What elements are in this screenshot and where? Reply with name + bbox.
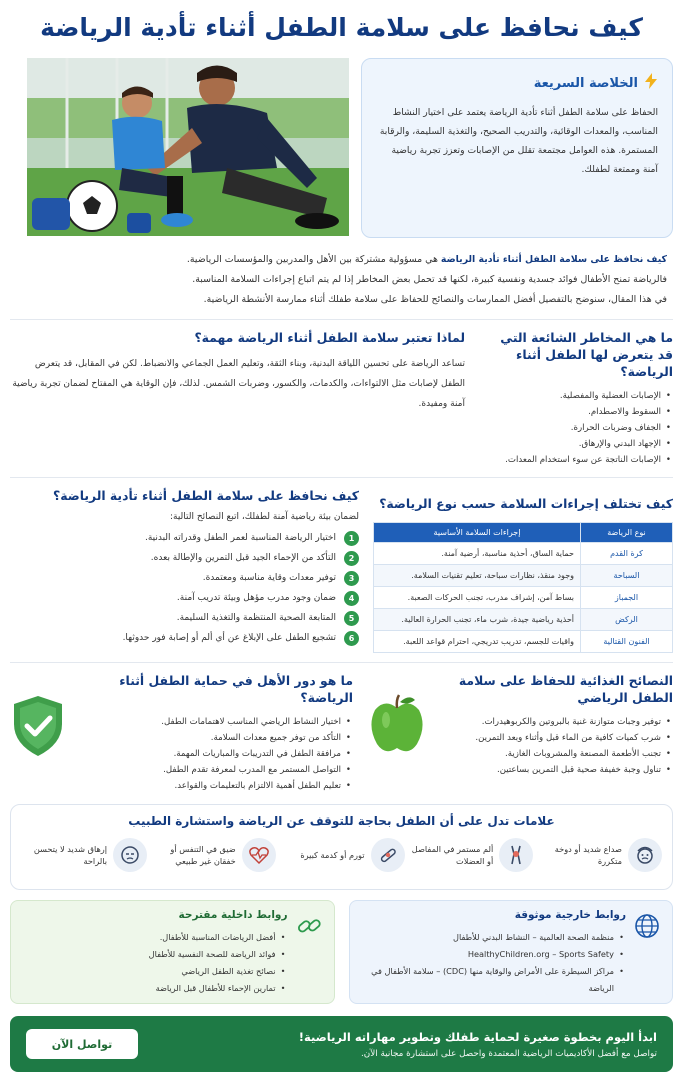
intro-line2: فالرياضة تمنح الأطفال فوائد جسدية ونفسية كبيرة، لكنها قد تحمل بعض المخاطر إذا لم يتم اتباع إجراءات السلامة المناسبة. <box>192 274 667 285</box>
joint-pain-icon <box>499 838 533 872</box>
tip-text: اختيار الرياضة المناسبة لعمر الطفل وقدراته البدنية. <box>144 533 336 543</box>
risks-list <box>483 388 673 468</box>
tip-item <box>10 568 359 588</box>
parents-list <box>74 714 353 794</box>
nutrition-list <box>435 714 673 778</box>
apple-icon <box>369 694 425 794</box>
intro-line3: في هذا المقال، سنوضح بالتفصيل أفضل الممارسات والنصائح للحفاظ على سلامة طفلك أثناء ممارسة الأنشطة الرياضية. <box>203 294 667 305</box>
column-header-sport: نوع الرياضة <box>581 523 673 543</box>
summary-heading-text: الخلاصة السريعة <box>533 75 638 91</box>
list-item: • اختيار النشاط الرياضي المناسب لاهتمامات الطفل. <box>74 714 353 730</box>
tip-item <box>10 628 359 648</box>
measures-table <box>373 522 673 653</box>
list-item: • تعليم الطفل أهمية الالتزام بالتعليمات والقواعد. <box>74 778 353 794</box>
sign-text: ألم مستمر في المفاصل أو العضلات <box>411 844 494 866</box>
intro-bold: كيف نحافظ على سلامة الطفل أثناء تأدية الرياضة <box>440 254 667 265</box>
external-link[interactable]: • مراكز السيطرة على الأمراض والوقاية منها (CDC) – سلامة الأطفال في الرياضة <box>362 963 627 997</box>
tip-item <box>10 528 359 548</box>
parents-heading: ما هو دور الأهل في حماية الطفل أثناء الرياضة؟ <box>119 673 353 705</box>
measures-cell: أحذية رياضية جيدة، شرب ماء، تجنب الحرارة العالية. <box>374 609 581 631</box>
nutrition-heading: النصائح الغذائية للحفاظ على سلامة الطفل الرياضي <box>458 673 673 705</box>
table-row <box>374 565 673 587</box>
sign-text: ضيق في التنفس أو خفقان غير طبيعي <box>170 844 236 866</box>
sign-item <box>150 838 276 872</box>
sign-item <box>21 838 147 872</box>
external-links-list <box>362 929 627 997</box>
table-row <box>374 609 673 631</box>
sport-cell: السباحة <box>581 565 673 587</box>
heartbeat-icon <box>242 838 276 872</box>
risks-section <box>483 329 673 468</box>
tips-measures-row <box>10 487 673 653</box>
internal-links-heading: روابط داخلية مقترحة <box>178 909 288 921</box>
link-chain-icon <box>296 913 322 939</box>
intro-paragraph <box>10 250 673 310</box>
tips-section <box>10 487 359 653</box>
tip-text: توفير معدات وقاية مناسبة ومعتمدة. <box>202 573 336 583</box>
bruise-icon <box>371 838 405 872</box>
step-number: 5 <box>344 611 359 626</box>
internal-link[interactable]: • نصائح تغذية الطفل الرياضي <box>149 963 288 980</box>
parents-section <box>10 672 353 794</box>
tip-text: المتابعة الصحية المنتظمة والتغذية السليمة. <box>176 613 336 623</box>
measures-cell: بساط آمن، إشراف مدرب، تجنب الحركات الصعبة. <box>374 587 581 609</box>
list-item: • شرب كميات كافية من الماء قبل وأثناء وبعد التمرين. <box>435 730 673 746</box>
external-links-heading: روابط خارجية موثوقة <box>514 909 626 921</box>
sign-text: تورم أو كدمة كبيرة <box>300 850 365 860</box>
links-row <box>10 900 673 1004</box>
list-item: • السقوط والاصطدام. <box>483 404 673 420</box>
measures-section <box>373 487 673 653</box>
measures-cell: حماية الساق، أحذية مناسبة، أرضية آمنة. <box>374 543 581 565</box>
nutrition-section <box>369 672 673 794</box>
measures-cell: واقيات للجسم، تدريب تدريجي، احترام قواعد اللعبة. <box>374 631 581 653</box>
list-item: • تجنب الأطعمة المصنعة والمشروبات الغازية. <box>435 746 673 762</box>
measures-cell: وجود منقذ، نظارات سباحة، تعليم تقنيات السلامة. <box>374 565 581 587</box>
tips-lead: لضمان بيئة رياضية آمنة لطفلك، اتبع النصائح التالية: <box>169 512 359 522</box>
step-number: 2 <box>344 551 359 566</box>
tip-text: ضمان وجود مدرب مؤهل وبيئة تدريب آمنة. <box>176 593 336 603</box>
list-item: • الإجهاد البدني والإرهاق. <box>483 436 673 452</box>
sign-text: إرهاق شديد لا يتحسن بالراحة <box>33 844 107 866</box>
step-number: 3 <box>344 571 359 586</box>
external-link[interactable]: • منظمة الصحة العالمية – النشاط البدني للأطفال <box>362 929 627 946</box>
warning-signs-box <box>10 804 673 890</box>
measures-heading: كيف تختلف إجراءات السلامة حسب نوع الرياضة؟ <box>379 496 673 511</box>
page-title: كيف نحافظ على سلامة الطفل أثناء تأدية الرياضة <box>40 13 643 42</box>
tip-item <box>10 608 359 628</box>
tips-heading: كيف نحافظ على سلامة الطفل أثناء تأدية الرياضة؟ <box>53 488 359 503</box>
shield-check-icon <box>10 694 66 794</box>
internal-link[interactable]: • تمارين الإحماء للأطفال قبل الرياضة <box>149 980 288 997</box>
summary-box <box>361 58 673 238</box>
sign-text: صداع شديد أو دوخة متكررة <box>554 844 622 866</box>
step-number: 1 <box>344 531 359 546</box>
external-links-box <box>349 900 674 1004</box>
list-item: • الإصابات الناتجة عن سوء استخدام المعدات. <box>483 452 673 468</box>
sport-cell: كرة القدم <box>581 543 673 565</box>
external-link[interactable]: • HealthyChildren.org – Sports Safety <box>362 946 627 963</box>
lightning-icon <box>644 73 658 93</box>
sign-item <box>279 838 405 872</box>
step-number: 6 <box>344 631 359 646</box>
cta-subtext: تواصل مع أفضل الأكاديميات الرياضية المعتمدة واحصل على استشارة مجانية الآن. <box>360 1048 657 1059</box>
table-row <box>374 543 673 565</box>
cta-heading: ابدأ اليوم بخطوة صغيرة لحماية طفلك وتطوير مهاراته الرياضية! <box>298 1029 657 1044</box>
tip-item <box>10 548 359 568</box>
column-header-measures: إجراءات السلامة الأساسية <box>374 523 581 543</box>
sport-cell: الفنون القتالية <box>581 631 673 653</box>
nutrition-parents-row <box>10 672 673 794</box>
tip-item <box>10 588 359 608</box>
hero-section <box>10 58 673 238</box>
signs-heading: علامات تدل على أن الطفل بحاجة للتوقف عن الرياضة واستشارة الطبيب <box>128 814 555 828</box>
sport-cell: الجمباز <box>581 587 673 609</box>
table-row <box>374 587 673 609</box>
cta-banner <box>10 1016 673 1072</box>
summary-text: الحفاظ على سلامة الطفل أثناء تأدية الرياضة يعتمد على اختيار النشاط المناسب، والمعدات الوقائية، والتدريب الصحيح، والتغذية السليمة، والرقابة المستمرة. هذه العوامل مجتمعة تقلل من الإصابات وتعزز تجربة رياضية آمنة وممتعة لطفلك. <box>379 107 658 175</box>
internal-links-box <box>10 900 335 1004</box>
list-item: • التأكد من توفر جميع معدات السلامة. <box>74 730 353 746</box>
list-item: • التواصل المستمر مع المدرب لمعرفة تقدم الطفل. <box>74 762 353 778</box>
signs-row <box>21 838 662 872</box>
summary-heading <box>376 73 658 93</box>
globe-icon <box>634 913 660 939</box>
internal-link[interactable]: • أفضل الرياضات المناسبة للأطفال. <box>149 929 288 946</box>
table-header-row <box>374 523 673 543</box>
list-item: • تناول وجبة خفيفة صحية قبل التمرين بساعتين. <box>435 762 673 778</box>
internal-links-list <box>149 929 288 997</box>
intro-line1: هي مسؤولية مشتركة بين الأهل والمدربين والمؤسسات الرياضية. <box>186 254 441 265</box>
sign-item <box>536 838 662 872</box>
divider <box>10 477 673 478</box>
list-item: • الإصابات العضلية والمفصلية. <box>483 388 673 404</box>
list-item: • الجفاف وضربات الحرارة. <box>483 420 673 436</box>
why-section <box>10 329 465 468</box>
sport-cell: الركض <box>581 609 673 631</box>
why-heading: لماذا تعتبر سلامة الطفل أثناء الرياضة مهمة؟ <box>194 330 465 345</box>
tired-face-icon <box>113 838 147 872</box>
risks-heading: ما هي المخاطر الشائعة التي قد يتعرض لها الطفل أثناء الرياضة؟ <box>500 330 673 379</box>
divider <box>10 319 673 320</box>
table-row <box>374 631 673 653</box>
hero-photo <box>27 58 349 236</box>
step-number: 4 <box>344 591 359 606</box>
tip-text: التأكد من الإحماء الجيد قبل التمرين والإطالة بعده. <box>150 553 336 563</box>
list-item: • مرافقة الطفل في التدريبات والمباريات المهمة. <box>74 746 353 762</box>
tip-text: تشجيع الطفل على الإبلاغ عن أي ألم أو إصابة فور حدوثها. <box>122 633 336 643</box>
risks-why-row <box>10 329 673 468</box>
divider <box>10 662 673 663</box>
list-item: • توفير وجبات متوازنة غنية بالبروتين والكربوهيدرات. <box>435 714 673 730</box>
why-text: تساعد الرياضة على تحسين اللياقة البدنية، وبناء الثقة، وتعليم العمل الجماعي والانضباط. لكن في المقابل، قد يتعرض الطفل لإصابات مثل الالتواءات، والكدمات، والكسور، وضربات الشمس. لذلك، فإن الوقاية هي المفتاح لضمان تجربة رياضية آمنة ومفيدة. <box>12 359 465 409</box>
internal-link[interactable]: • فوائد الرياضة للصحة النفسية للأطفال <box>149 946 288 963</box>
headache-icon <box>628 838 662 872</box>
sign-item <box>407 838 533 872</box>
contact-now-button[interactable]: تواصل الآن <box>26 1029 138 1059</box>
